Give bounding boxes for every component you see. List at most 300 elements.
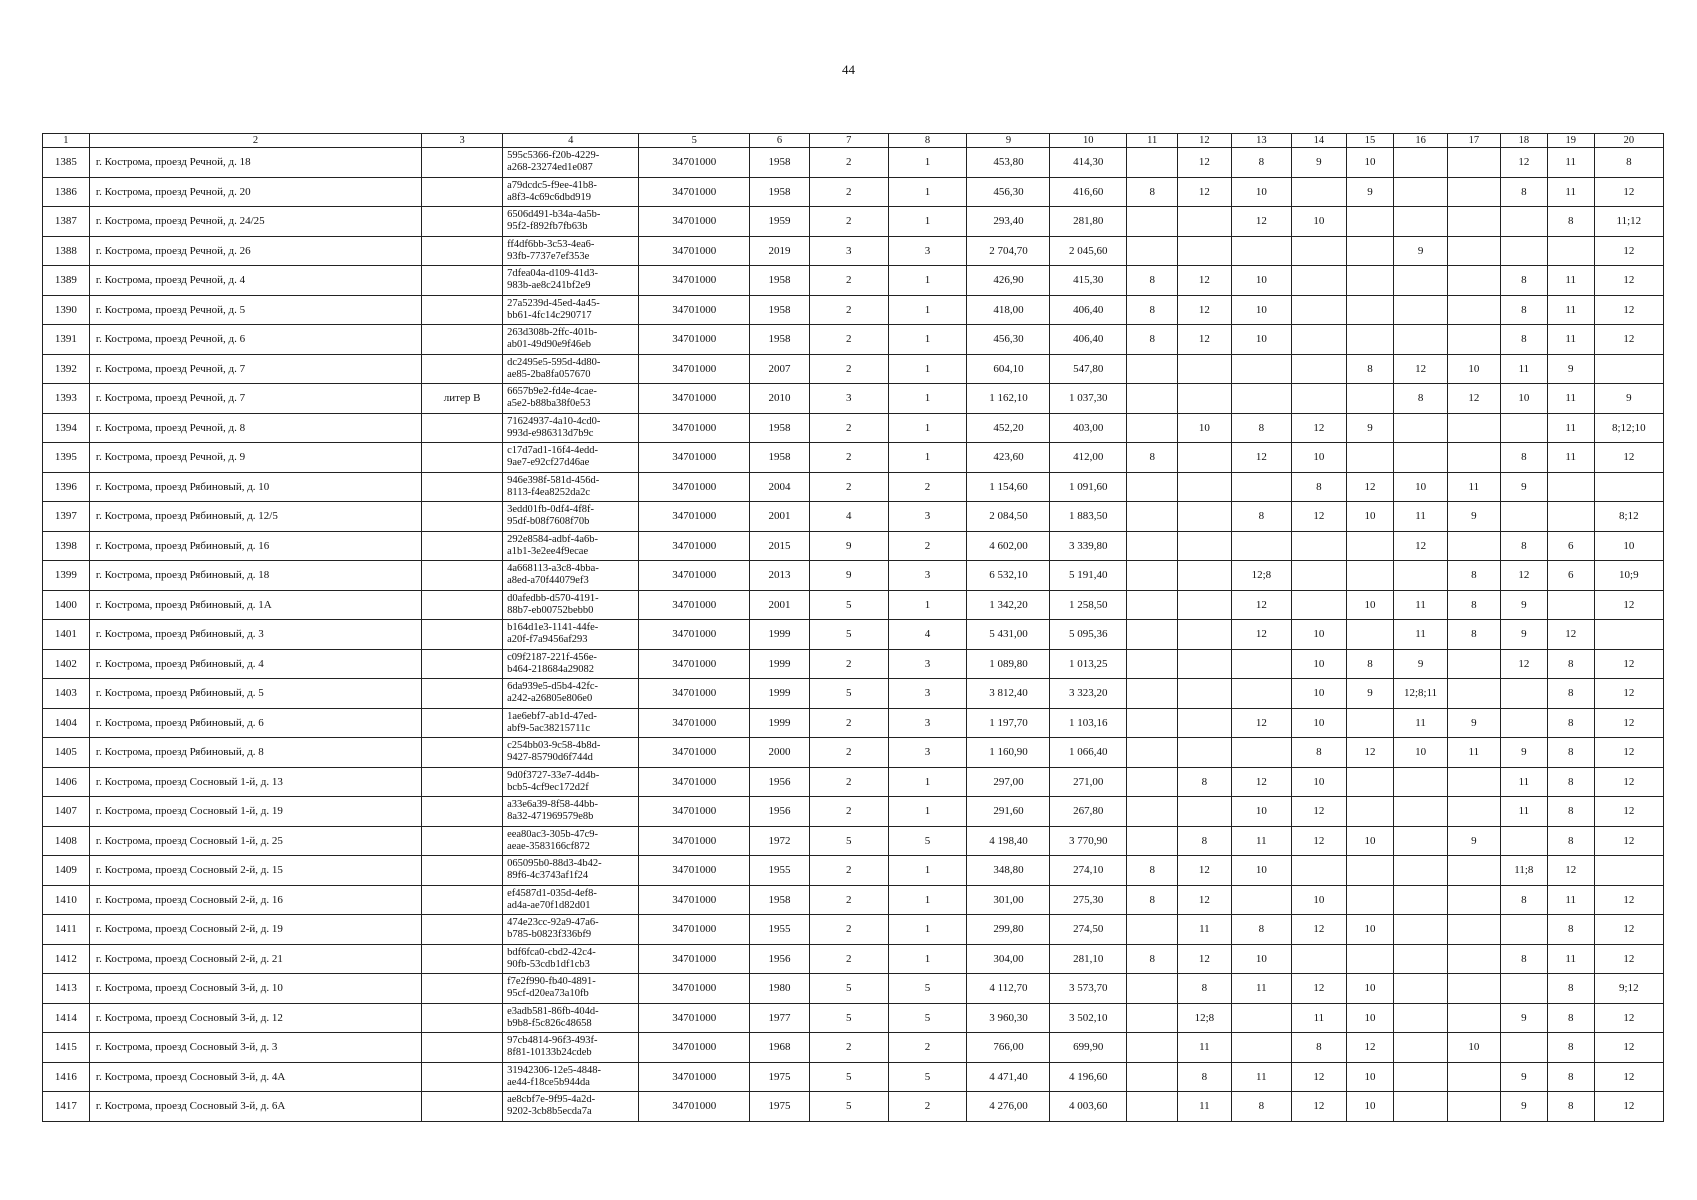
guid-line: b464-218684a29082 [507, 663, 594, 675]
cell-build-year: 1956 [750, 767, 810, 797]
guid-line: d0afedbb-d570-4191- [507, 592, 599, 604]
table-row [43, 708, 1664, 738]
cell-floors: 2 [809, 649, 888, 679]
cell-c12 [1178, 561, 1231, 591]
cell-row-number: 1397 [43, 502, 90, 532]
cell-c12 [1178, 679, 1231, 709]
cell-c20: 12 [1594, 708, 1663, 738]
cell-c12 [1178, 708, 1231, 738]
table-row [43, 295, 1664, 325]
cell-oktmo-code: 34701000 [639, 207, 750, 237]
cell-note [422, 295, 503, 325]
cell-object-guid [503, 236, 639, 266]
cell-c18 [1500, 413, 1547, 443]
cell-oktmo-code: 34701000 [639, 325, 750, 355]
table-row [43, 266, 1664, 296]
cell-row-number: 1395 [43, 443, 90, 473]
cell-c18: 9 [1500, 738, 1547, 768]
cell-c19: 6 [1547, 561, 1594, 591]
cell-c18: 11 [1500, 354, 1547, 384]
cell-entrances: 3 [888, 679, 967, 709]
cell-c15 [1346, 384, 1394, 414]
cell-floors: 4 [809, 502, 888, 532]
table-row [43, 207, 1664, 237]
cell-object-guid [503, 826, 639, 856]
cell-c13: 10 [1231, 325, 1292, 355]
cell-floors: 2 [809, 856, 888, 886]
cell-living-area: 1 066,40 [1050, 738, 1127, 768]
cell-entrances: 1 [888, 856, 967, 886]
cell-c20: 12 [1594, 443, 1663, 473]
cell-build-year: 1968 [750, 1033, 810, 1063]
cell-floors: 2 [809, 885, 888, 915]
cell-c11: 8 [1127, 325, 1178, 355]
cell-note [422, 915, 503, 945]
guid-line: e3adb581-86fb-404d- [507, 1005, 599, 1017]
cell-c12: 12 [1178, 856, 1231, 886]
cell-c17 [1447, 944, 1500, 974]
cell-address: г. Кострома, проезд Сосновый 3-й, д. 3 [89, 1033, 421, 1063]
cell-living-area: 412,00 [1050, 443, 1127, 473]
cell-floors: 2 [809, 207, 888, 237]
cell-c15 [1346, 620, 1394, 650]
cell-oktmo-code: 34701000 [639, 502, 750, 532]
cell-oktmo-code: 34701000 [639, 531, 750, 561]
cell-address: г. Кострома, проезд Рябиновый, д. 3 [89, 620, 421, 650]
cell-living-area: 274,10 [1050, 856, 1127, 886]
guid-line: 95df-b08f7608f70b [507, 516, 590, 528]
cell-c13 [1231, 885, 1292, 915]
cell-c14: 12 [1292, 974, 1346, 1004]
cell-living-area: 267,80 [1050, 797, 1127, 827]
cell-floors: 2 [809, 944, 888, 974]
cell-c16: 11 [1394, 502, 1447, 532]
cell-entrances: 5 [888, 974, 967, 1004]
guid-line: 263d308b-2ffc-401b- [507, 327, 598, 339]
cell-c19: 11 [1547, 413, 1594, 443]
cell-build-year: 1956 [750, 944, 810, 974]
cell-c20: 12 [1594, 1092, 1663, 1122]
cell-build-year: 1955 [750, 915, 810, 945]
cell-c19: 11 [1547, 384, 1594, 414]
cell-c20 [1594, 856, 1663, 886]
cell-c15: 9 [1346, 177, 1394, 207]
cell-c17: 8 [1447, 620, 1500, 650]
table-row [43, 502, 1664, 532]
cell-living-area: 1 883,50 [1050, 502, 1127, 532]
cell-address: г. Кострома, проезд Рябиновый, д. 4 [89, 649, 421, 679]
cell-c15: 10 [1346, 590, 1394, 620]
cell-c18 [1500, 915, 1547, 945]
cell-c14 [1292, 384, 1346, 414]
cell-c15 [1346, 561, 1394, 591]
guid-line: 1ae6ebf7-ab1d-47ed- [507, 710, 597, 722]
cell-c19: 8 [1547, 679, 1594, 709]
cell-total-area: 1 342,20 [967, 590, 1050, 620]
table-row [43, 944, 1664, 974]
cell-build-year: 1977 [750, 1003, 810, 1033]
cell-c18 [1500, 974, 1547, 1004]
cell-c13: 11 [1231, 1062, 1292, 1092]
cell-c16 [1394, 266, 1447, 296]
cell-total-area: 348,80 [967, 856, 1050, 886]
cell-c16: 11 [1394, 590, 1447, 620]
cell-address: г. Кострома, проезд Речной, д. 26 [89, 236, 421, 266]
cell-c19: 8 [1547, 1003, 1594, 1033]
cell-address: г. Кострома, проезд Речной, д. 8 [89, 413, 421, 443]
cell-c19: 8 [1547, 767, 1594, 797]
cell-c18: 8 [1500, 944, 1547, 974]
cell-total-area: 766,00 [967, 1033, 1050, 1063]
cell-c13 [1231, 649, 1292, 679]
cell-c16 [1394, 797, 1447, 827]
cell-object-guid [503, 797, 639, 827]
cell-c11 [1127, 620, 1178, 650]
cell-c19 [1547, 502, 1594, 532]
cell-c18 [1500, 679, 1547, 709]
table-body [43, 148, 1664, 1122]
cell-c13 [1231, 384, 1292, 414]
cell-living-area: 406,40 [1050, 325, 1127, 355]
cell-c19 [1547, 472, 1594, 502]
cell-c12 [1178, 649, 1231, 679]
cell-total-area: 452,20 [967, 413, 1050, 443]
cell-oktmo-code: 34701000 [639, 915, 750, 945]
guid-line: aeae-3583166cf872 [507, 840, 590, 852]
column-header-4: 4 [503, 134, 639, 148]
cell-c17 [1447, 767, 1500, 797]
table-row [43, 413, 1664, 443]
cell-address: г. Кострома, проезд Речной, д. 4 [89, 266, 421, 296]
cell-c15 [1346, 295, 1394, 325]
cell-c20: 8 [1594, 148, 1663, 178]
cell-c16 [1394, 1062, 1447, 1092]
cell-note [422, 826, 503, 856]
cell-c12 [1178, 797, 1231, 827]
cell-row-number: 1387 [43, 207, 90, 237]
cell-object-guid [503, 649, 639, 679]
cell-object-guid [503, 944, 639, 974]
cell-entrances: 1 [888, 944, 967, 974]
cell-c17: 10 [1447, 354, 1500, 384]
table-row [43, 561, 1664, 591]
cell-object-guid [503, 177, 639, 207]
cell-row-number: 1390 [43, 295, 90, 325]
guid-line: ae85-2ba8fa057670 [507, 368, 591, 380]
guid-line: ff4df6bb-3c53-4ea6- [507, 238, 595, 250]
cell-c15 [1346, 885, 1394, 915]
cell-c12 [1178, 443, 1231, 473]
cell-c19: 8 [1547, 738, 1594, 768]
cell-entrances: 5 [888, 826, 967, 856]
guid-line: 8113-f4ea8252da2c [507, 486, 591, 498]
cell-c16 [1394, 148, 1447, 178]
cell-c16: 9 [1394, 236, 1447, 266]
cell-c11 [1127, 413, 1178, 443]
cell-build-year: 2019 [750, 236, 810, 266]
cell-c11 [1127, 649, 1178, 679]
cell-total-area: 297,00 [967, 767, 1050, 797]
cell-c11 [1127, 1003, 1178, 1033]
cell-c19: 8 [1547, 207, 1594, 237]
cell-c15: 10 [1346, 1062, 1394, 1092]
cell-c14 [1292, 590, 1346, 620]
cell-entrances: 3 [888, 708, 967, 738]
cell-oktmo-code: 34701000 [639, 384, 750, 414]
cell-living-area: 5 095,36 [1050, 620, 1127, 650]
table-row [43, 236, 1664, 266]
cell-floors: 9 [809, 561, 888, 591]
table-row [43, 1062, 1664, 1092]
cell-c13: 12 [1231, 620, 1292, 650]
cell-c12 [1178, 531, 1231, 561]
cell-floors: 2 [809, 472, 888, 502]
cell-build-year: 2001 [750, 590, 810, 620]
cell-c18: 8 [1500, 266, 1547, 296]
cell-c20: 12 [1594, 1062, 1663, 1092]
cell-c19: 11 [1547, 295, 1594, 325]
cell-oktmo-code: 34701000 [639, 679, 750, 709]
cell-c18: 8 [1500, 295, 1547, 325]
cell-living-area: 271,00 [1050, 767, 1127, 797]
cell-note [422, 177, 503, 207]
cell-c20: 12 [1594, 236, 1663, 266]
cell-c12 [1178, 236, 1231, 266]
table-row [43, 974, 1664, 1004]
cell-c13: 10 [1231, 797, 1292, 827]
guid-line: 6da939e5-d5b4-42fc- [507, 681, 599, 693]
cell-oktmo-code: 34701000 [639, 885, 750, 915]
cell-object-guid [503, 148, 639, 178]
cell-c11 [1127, 561, 1178, 591]
cell-row-number: 1412 [43, 944, 90, 974]
cell-total-area: 4 471,40 [967, 1062, 1050, 1092]
guid-line: a268-23274ed1e087 [507, 162, 593, 174]
cell-c15 [1346, 325, 1394, 355]
cell-object-guid [503, 531, 639, 561]
cell-oktmo-code: 34701000 [639, 1033, 750, 1063]
cell-c17: 8 [1447, 590, 1500, 620]
cell-c14 [1292, 354, 1346, 384]
cell-total-area: 3 812,40 [967, 679, 1050, 709]
cell-entrances: 3 [888, 738, 967, 768]
cell-note [422, 561, 503, 591]
guid-line: 27a5239d-45ed-4a45- [507, 297, 600, 309]
cell-address: г. Кострома, проезд Рябиновый, д. 10 [89, 472, 421, 502]
cell-living-area: 403,00 [1050, 413, 1127, 443]
cell-address: г. Кострома, проезд Речной, д. 18 [89, 148, 421, 178]
cell-build-year: 1958 [750, 413, 810, 443]
guid-line: c17d7ad1-16f4-4edd- [507, 445, 599, 457]
cell-note [422, 1062, 503, 1092]
guid-line: 474e23cc-92a9-47a6- [507, 917, 599, 929]
cell-c13: 10 [1231, 944, 1292, 974]
cell-c20: 8;12 [1594, 502, 1663, 532]
cell-c18: 11;8 [1500, 856, 1547, 886]
cell-address: г. Кострома, проезд Сосновый 2-й, д. 21 [89, 944, 421, 974]
cell-total-area: 456,30 [967, 325, 1050, 355]
cell-c11 [1127, 502, 1178, 532]
cell-oktmo-code: 34701000 [639, 826, 750, 856]
cell-c17 [1447, 443, 1500, 473]
column-header-19: 19 [1547, 134, 1594, 148]
cell-c16 [1394, 1092, 1447, 1122]
cell-row-number: 1415 [43, 1033, 90, 1063]
cell-floors: 2 [809, 767, 888, 797]
guid-line: 9427-85790d6f744d [507, 752, 593, 764]
cell-c17 [1447, 797, 1500, 827]
table-row [43, 649, 1664, 679]
cell-c11 [1127, 767, 1178, 797]
cell-object-guid [503, 325, 639, 355]
cell-note [422, 679, 503, 709]
cell-c19: 11 [1547, 177, 1594, 207]
guid-line: a1b1-3e2ee4f9ecae [507, 545, 589, 557]
cell-row-number: 1392 [43, 354, 90, 384]
cell-note [422, 590, 503, 620]
cell-c11 [1127, 590, 1178, 620]
cell-c20: 12 [1594, 266, 1663, 296]
cell-c11 [1127, 826, 1178, 856]
cell-c12: 8 [1178, 767, 1231, 797]
cell-c14: 10 [1292, 443, 1346, 473]
cell-c15 [1346, 236, 1394, 266]
cell-c14 [1292, 944, 1346, 974]
cell-living-area: 547,80 [1050, 354, 1127, 384]
cell-total-area: 6 532,10 [967, 561, 1050, 591]
cell-c13: 8 [1231, 915, 1292, 945]
cell-note [422, 325, 503, 355]
cell-c20: 12 [1594, 295, 1663, 325]
cell-c14: 10 [1292, 679, 1346, 709]
cell-c17: 9 [1447, 502, 1500, 532]
cell-c19: 8 [1547, 826, 1594, 856]
cell-oktmo-code: 34701000 [639, 974, 750, 1004]
cell-c12: 12 [1178, 177, 1231, 207]
cell-c15: 9 [1346, 679, 1394, 709]
cell-object-guid [503, 266, 639, 296]
cell-living-area: 1 037,30 [1050, 384, 1127, 414]
guid-line: b164d1e3-1141-44fe- [507, 622, 599, 634]
cell-row-number: 1404 [43, 708, 90, 738]
cell-address: г. Кострома, проезд Сосновый 2-й, д. 15 [89, 856, 421, 886]
cell-c15: 12 [1346, 1033, 1394, 1063]
guid-line: 9ae7-e92cf27d46ae [507, 457, 590, 469]
cell-build-year: 1980 [750, 974, 810, 1004]
cell-c11 [1127, 797, 1178, 827]
cell-c12: 12 [1178, 266, 1231, 296]
cell-oktmo-code: 34701000 [639, 649, 750, 679]
cell-c19: 8 [1547, 1092, 1594, 1122]
cell-address: г. Кострома, проезд Речной, д. 24/25 [89, 207, 421, 237]
cell-total-area: 293,40 [967, 207, 1050, 237]
column-header-2: 2 [89, 134, 421, 148]
cell-address: г. Кострома, проезд Рябиновый, д. 16 [89, 531, 421, 561]
guid-line: 95f2-f892fb7fb63b [507, 221, 588, 233]
cell-c16 [1394, 325, 1447, 355]
cell-build-year: 2000 [750, 738, 810, 768]
cell-c20: 9;12 [1594, 974, 1663, 1004]
guid-line: a242-a26805e806e0 [507, 693, 593, 705]
cell-c18: 8 [1500, 885, 1547, 915]
cell-c12 [1178, 590, 1231, 620]
cell-c14: 10 [1292, 207, 1346, 237]
cell-living-area: 275,30 [1050, 885, 1127, 915]
cell-c17: 8 [1447, 561, 1500, 591]
cell-total-area: 1 160,90 [967, 738, 1050, 768]
cell-address: г. Кострома, проезд Сосновый 3-й, д. 10 [89, 974, 421, 1004]
cell-living-area: 1 091,60 [1050, 472, 1127, 502]
cell-row-number: 1413 [43, 974, 90, 1004]
cell-c14: 12 [1292, 797, 1346, 827]
cell-living-area: 3 339,80 [1050, 531, 1127, 561]
cell-c17: 9 [1447, 708, 1500, 738]
cell-c14 [1292, 177, 1346, 207]
guid-line: eea80ac3-305b-47c9- [507, 828, 599, 840]
cell-address: г. Кострома, проезд Рябиновый, д. 1А [89, 590, 421, 620]
cell-floors: 2 [809, 295, 888, 325]
cell-c13: 11 [1231, 974, 1292, 1004]
cell-c13 [1231, 236, 1292, 266]
cell-total-area: 3 960,30 [967, 1003, 1050, 1033]
guid-line: a5e2-b88ba38f0e53 [507, 398, 591, 410]
cell-entrances: 2 [888, 1092, 967, 1122]
cell-c12 [1178, 472, 1231, 502]
cell-row-number: 1409 [43, 856, 90, 886]
cell-c19: 11 [1547, 443, 1594, 473]
guid-line: bcb5-4cf9ec172d2f [507, 781, 589, 793]
cell-row-number: 1391 [43, 325, 90, 355]
cell-c20 [1594, 472, 1663, 502]
cell-oktmo-code: 34701000 [639, 236, 750, 266]
cell-note [422, 531, 503, 561]
cell-total-area: 291,60 [967, 797, 1050, 827]
cell-note [422, 974, 503, 1004]
cell-c20: 10;9 [1594, 561, 1663, 591]
table-row [43, 354, 1664, 384]
cell-c17 [1447, 974, 1500, 1004]
cell-build-year: 1958 [750, 325, 810, 355]
cell-c13: 10 [1231, 295, 1292, 325]
cell-total-area: 4 602,00 [967, 531, 1050, 561]
cell-row-number: 1410 [43, 885, 90, 915]
cell-c17: 10 [1447, 1033, 1500, 1063]
cell-row-number: 1414 [43, 1003, 90, 1033]
guid-line: bdf6fca0-cbd2-42c4- [507, 946, 596, 958]
cell-c16 [1394, 177, 1447, 207]
cell-row-number: 1403 [43, 679, 90, 709]
cell-c17 [1447, 325, 1500, 355]
cell-c11 [1127, 472, 1178, 502]
cell-entrances: 2 [888, 531, 967, 561]
cell-address: г. Кострома, проезд Речной, д. 7 [89, 354, 421, 384]
cell-c13: 8 [1231, 502, 1292, 532]
table-row [43, 1033, 1664, 1063]
cell-c16: 10 [1394, 738, 1447, 768]
cell-c14: 10 [1292, 885, 1346, 915]
cell-c13 [1231, 679, 1292, 709]
cell-note [422, 472, 503, 502]
guid-line: a20f-f7a9456af293 [507, 634, 588, 646]
cell-oktmo-code: 34701000 [639, 590, 750, 620]
cell-build-year: 2007 [750, 354, 810, 384]
cell-c14: 12 [1292, 915, 1346, 945]
cell-c17 [1447, 177, 1500, 207]
cell-address: г. Кострома, проезд Сосновый 3-й, д. 6А [89, 1092, 421, 1122]
cell-floors: 2 [809, 915, 888, 945]
cell-floors: 2 [809, 177, 888, 207]
cell-c11 [1127, 207, 1178, 237]
